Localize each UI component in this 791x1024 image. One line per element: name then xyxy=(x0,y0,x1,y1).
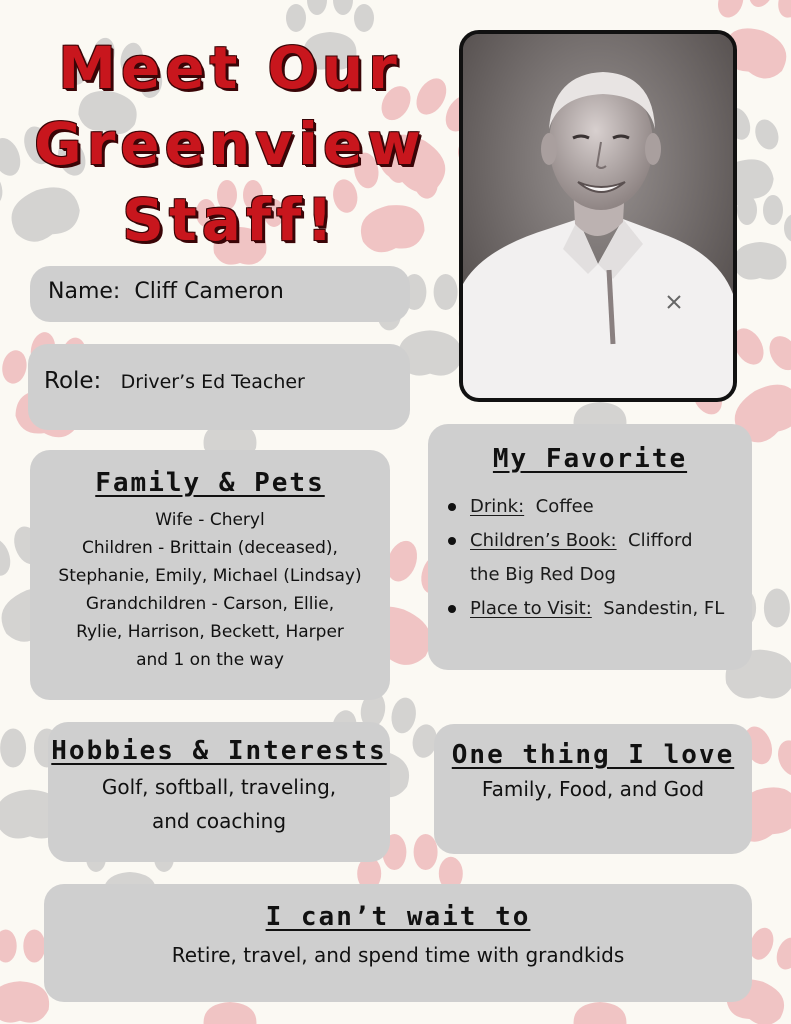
family-line: Stephanie, Emily, Michael (Lindsay) xyxy=(58,566,362,586)
title-line-3: Staff! xyxy=(122,186,338,254)
hobbies-line: and coaching xyxy=(151,809,287,833)
family-line: Children - Brittain (deceased), xyxy=(82,538,338,558)
my-favorite-box xyxy=(428,424,752,670)
one-thing-i-love-heading: One thing I love xyxy=(451,740,735,770)
title-line-1: Meet Our xyxy=(58,34,402,102)
title-line-2: Greenview xyxy=(34,110,426,178)
page-title xyxy=(20,30,440,258)
hobbies-line: Golf, softball, traveling, xyxy=(101,775,337,799)
cant-wait-box xyxy=(44,884,752,1002)
favorite-label: Children’s Book: xyxy=(470,530,617,551)
favorite-value: Sandestin, FL xyxy=(603,598,725,619)
hobbies-heading: Hobbies & Interests xyxy=(51,736,387,766)
role-box xyxy=(28,344,410,430)
favorite-value: Clifford xyxy=(628,530,693,551)
name-value: Cliff Cameron xyxy=(134,279,284,304)
family-pets-text xyxy=(30,506,390,674)
favorite-item-book xyxy=(446,524,752,592)
one-thing-i-love-text: Family, Food, and God xyxy=(481,777,705,801)
family-line: Wife - Cheryl xyxy=(155,510,265,530)
family-pets-heading: Family & Pets xyxy=(95,468,325,498)
role-label: Role: xyxy=(44,368,102,394)
hobbies-box xyxy=(48,722,390,862)
cant-wait-heading: I can’t wait to xyxy=(265,902,531,932)
staff-photo xyxy=(459,30,737,402)
cant-wait-text: Retire, travel, and spend time with grandkids xyxy=(171,943,625,967)
favorite-label: Drink: xyxy=(470,496,525,517)
favorite-value-cont: the Big Red Dog xyxy=(470,564,616,585)
name-label: Name: xyxy=(48,279,121,304)
family-line: Rylie, Harrison, Beckett, Harper xyxy=(76,622,344,642)
favorite-item-place xyxy=(446,592,752,626)
name-box xyxy=(30,266,410,322)
family-line: and 1 on the way xyxy=(136,650,284,670)
family-line: Grandchildren - Carson, Ellie, xyxy=(85,594,335,614)
staff-portrait-icon xyxy=(463,34,733,398)
one-thing-i-love-box xyxy=(434,724,752,854)
my-favorite-heading: My Favorite xyxy=(492,444,688,474)
family-pets-box xyxy=(30,450,390,700)
favorite-value: Coffee xyxy=(535,496,594,517)
hobbies-text xyxy=(48,770,390,838)
favorite-list xyxy=(428,490,752,626)
favorite-item-drink xyxy=(446,490,752,524)
role-value: Driver’s Ed Teacher xyxy=(120,371,305,393)
favorite-label: Place to Visit: xyxy=(470,598,592,619)
